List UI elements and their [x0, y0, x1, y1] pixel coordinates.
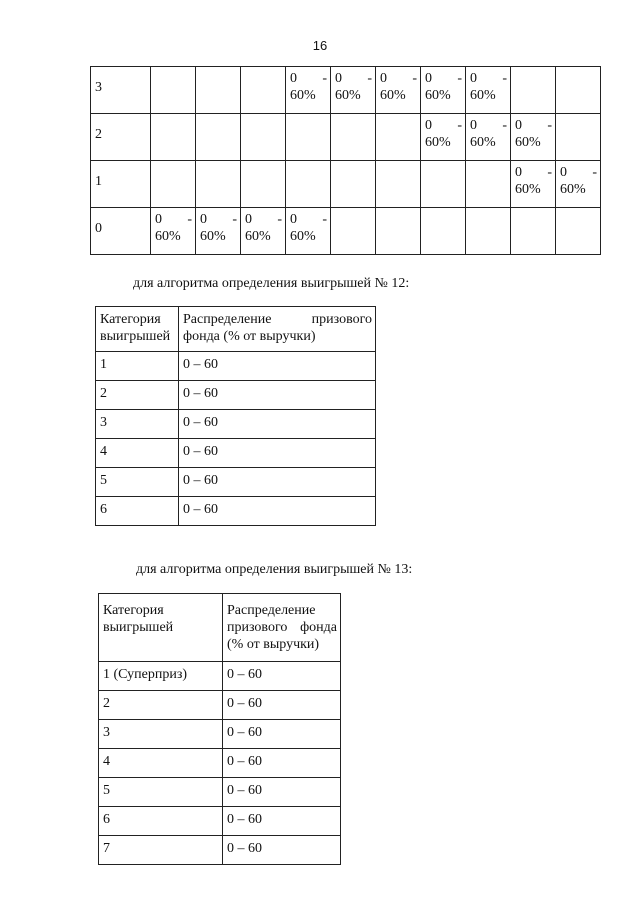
table13-row	[99, 807, 341, 836]
table12-value-cell: 0 – 60	[179, 381, 376, 410]
table13-header-category	[99, 594, 223, 662]
table12-value-cell: 0 – 60	[179, 497, 376, 526]
grid-cell	[196, 208, 241, 255]
header-line	[183, 311, 372, 328]
grid-cell-value: 0 - 60%	[560, 165, 597, 197]
header-text: Распределение	[227, 603, 316, 618]
header-text: выигрышей	[103, 620, 174, 635]
table13-value-cell: 0 – 60	[223, 807, 341, 836]
table12-value-cell: 0 – 60	[179, 468, 376, 497]
table12-category-cell: 6	[96, 497, 179, 526]
grid-cell	[466, 161, 511, 208]
table12-row	[96, 352, 376, 381]
grid-cell-value: 0 - 60%	[245, 212, 282, 244]
table12-category-cell: 5	[96, 468, 179, 497]
grid-row-label: 0	[91, 208, 151, 255]
distribution-grid	[90, 66, 601, 255]
table13-row	[99, 778, 341, 807]
grid-cell-value: 0 - 60%	[290, 71, 327, 103]
page-number: 16	[312, 38, 328, 53]
grid-row	[91, 114, 601, 161]
grid-cell	[286, 161, 331, 208]
header-text: призового	[227, 620, 288, 635]
table12-value-cell: 0 – 60	[179, 410, 376, 439]
table12-row	[96, 381, 376, 410]
grid-cell-value: 0 - 60%	[470, 71, 507, 103]
table13-category-cell: 4	[99, 749, 223, 778]
grid-cell	[151, 208, 196, 255]
grid-cell	[376, 161, 421, 208]
grid-row-label: 1	[91, 161, 151, 208]
table13-category-cell: 3	[99, 720, 223, 749]
grid-cell	[421, 67, 466, 114]
header-text: фонда (% от выручки)	[183, 329, 316, 344]
table13-row	[99, 662, 341, 691]
header-text: выигрышей	[100, 329, 171, 344]
grid-cell	[421, 114, 466, 161]
table13-row	[99, 720, 341, 749]
grid-cell-value: 0 - 60%	[335, 71, 372, 103]
grid-cell	[331, 114, 376, 161]
table13-category-cell: 2	[99, 691, 223, 720]
grid-cell	[196, 67, 241, 114]
table13-value-cell: 0 – 60	[223, 691, 341, 720]
grid-cell	[466, 67, 511, 114]
grid-cell	[556, 208, 601, 255]
header-text: призового	[311, 312, 372, 327]
table12-category-cell: 2	[96, 381, 179, 410]
grid-cell	[151, 161, 196, 208]
table13-category-cell: 1 (Суперприз)	[99, 662, 223, 691]
table13-row	[99, 691, 341, 720]
grid-cell-value: 0 - 60%	[200, 212, 237, 244]
header-text: Категория	[100, 312, 161, 327]
table12-header-distribution	[179, 307, 376, 352]
grid-cell	[241, 161, 286, 208]
grid-row-label: 3	[91, 67, 151, 114]
table12-category-cell: 4	[96, 439, 179, 468]
grid-cell-value: 0 - 60%	[425, 71, 462, 103]
grid-cell-value: 0 - 60%	[155, 212, 192, 244]
table-12	[95, 306, 376, 526]
table13-row	[99, 749, 341, 778]
table13-value-cell: 0 – 60	[223, 836, 341, 865]
header-text: фонда	[300, 620, 337, 635]
grid-row	[91, 208, 601, 255]
grid-cell	[511, 67, 556, 114]
grid-row	[91, 67, 601, 114]
grid-cell	[286, 208, 331, 255]
table-13	[98, 593, 341, 865]
grid-cell	[286, 67, 331, 114]
header-text: Категория	[103, 603, 164, 618]
table13-value-cell: 0 – 60	[223, 749, 341, 778]
grid-cell	[151, 114, 196, 161]
grid-cell	[196, 114, 241, 161]
grid-cell	[151, 67, 196, 114]
table12-category-cell: 1	[96, 352, 179, 381]
table12-row	[96, 497, 376, 526]
header-text: (% от выручки)	[227, 637, 320, 652]
table12-caption: для алгоритма определения выигрышей № 12:	[133, 276, 410, 291]
grid-row-label: 2	[91, 114, 151, 161]
grid-cell	[241, 114, 286, 161]
grid-cell	[376, 208, 421, 255]
grid-cell	[331, 67, 376, 114]
table12-row	[96, 439, 376, 468]
grid-cell	[556, 161, 601, 208]
grid-cell	[466, 208, 511, 255]
table12-category-cell: 3	[96, 410, 179, 439]
grid-cell-value: 0 - 60%	[380, 71, 417, 103]
grid-cell	[556, 114, 601, 161]
grid-cell	[421, 208, 466, 255]
table13-category-cell: 6	[99, 807, 223, 836]
header-text: Распределение	[183, 312, 272, 327]
grid-cell	[286, 114, 331, 161]
table13-value-cell: 0 – 60	[223, 720, 341, 749]
grid-cell-value: 0 - 60%	[290, 212, 327, 244]
grid-cell	[376, 114, 421, 161]
table13-caption: для алгоритма определения выигрышей № 13:	[136, 562, 413, 577]
grid-row	[91, 161, 601, 208]
grid-cell-value: 0 - 60%	[515, 118, 552, 150]
table13-header-row	[99, 594, 341, 662]
table13-category-cell: 7	[99, 836, 223, 865]
grid-cell	[466, 114, 511, 161]
grid-cell	[421, 161, 466, 208]
table13-row	[99, 836, 341, 865]
grid-cell	[241, 208, 286, 255]
grid-cell	[511, 114, 556, 161]
grid-cell	[511, 161, 556, 208]
table12-value-cell: 0 – 60	[179, 439, 376, 468]
table12-row	[96, 410, 376, 439]
header-line	[227, 619, 337, 636]
table12-header-category	[96, 307, 179, 352]
grid-cell	[331, 161, 376, 208]
table13-category-cell: 5	[99, 778, 223, 807]
table13-value-cell: 0 – 60	[223, 778, 341, 807]
grid-cell	[196, 161, 241, 208]
grid-cell	[511, 208, 556, 255]
table13-header-distribution	[223, 594, 341, 662]
grid-cell	[331, 208, 376, 255]
grid-cell	[556, 67, 601, 114]
grid-cell	[376, 67, 421, 114]
table13-value-cell: 0 – 60	[223, 662, 341, 691]
table12-row	[96, 468, 376, 497]
table12-value-cell: 0 – 60	[179, 352, 376, 381]
grid-cell	[241, 67, 286, 114]
grid-cell-value: 0 - 60%	[470, 118, 507, 150]
grid-cell-value: 0 - 60%	[515, 165, 552, 197]
table12-header-row	[96, 307, 376, 352]
grid-cell-value: 0 - 60%	[425, 118, 462, 150]
